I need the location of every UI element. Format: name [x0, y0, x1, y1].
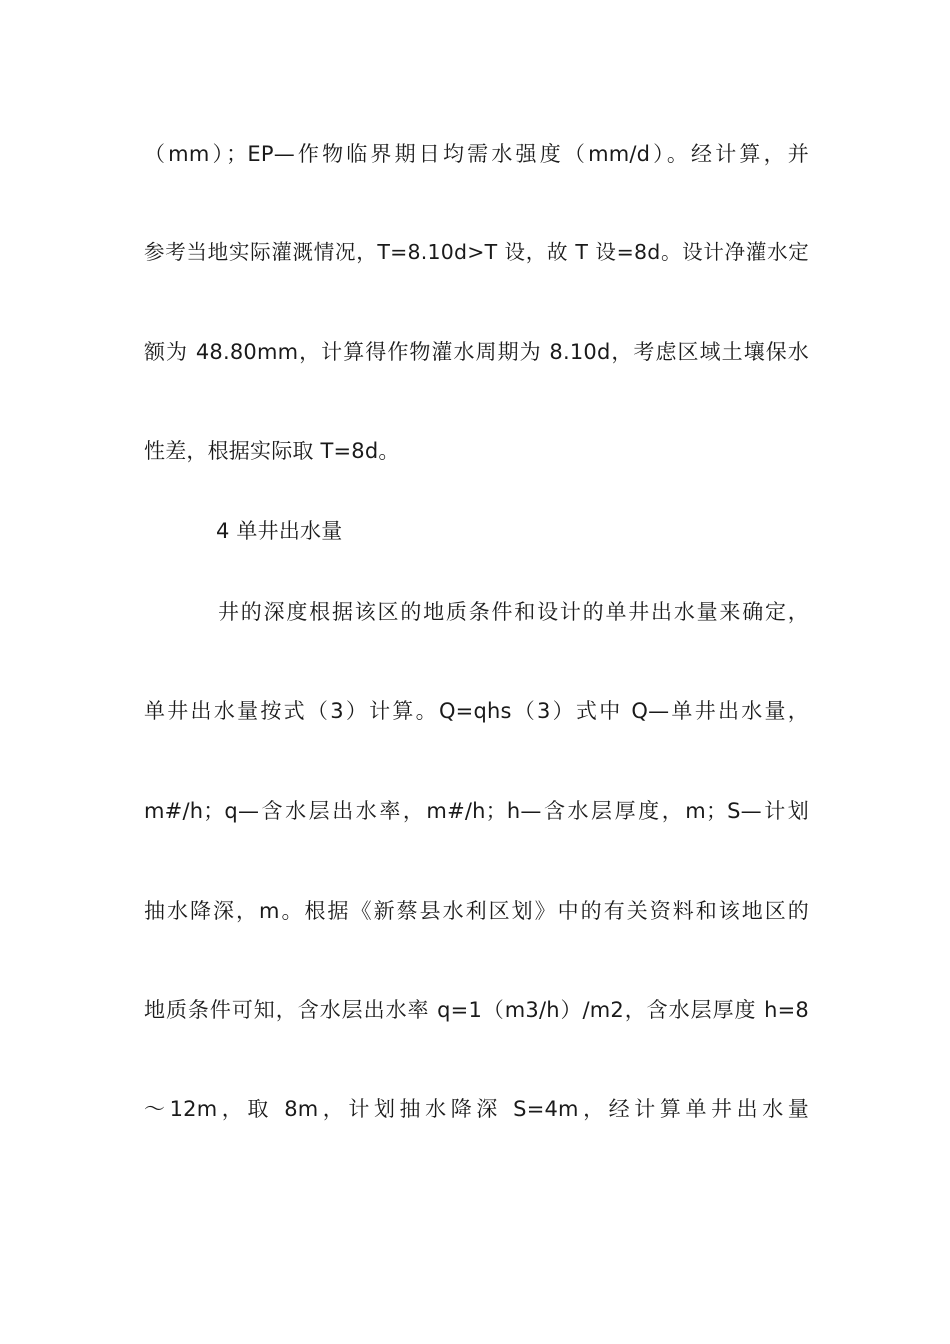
section-heading: 4 单井出水量 — [216, 519, 343, 543]
paragraph-line: m#/h；q—含水层出水率，m#/h；h—含水层厚度，m；S—计划 — [144, 799, 809, 823]
paragraph-line: 额为 48.80mm，计算得作物灌水周期为 8.10d，考虑区域土壤保水 — [144, 340, 809, 364]
paragraph-line: 参考当地实际灌溉情况，T=8.10d>T 设，故 T 设=8d。设计净灌水定 — [144, 240, 809, 264]
paragraph-line: 井的深度根据该区的地质条件和设计的单井出水量来确定， — [218, 600, 809, 624]
paragraph-line: ～12m，取 8m，计划抽水降深 S=4m，经计算单井出水量 — [144, 1097, 809, 1121]
paragraph-line: （mm）；EP—作物临界期日均需水强度（mm/d）。经计算，并 — [144, 142, 809, 166]
paragraph-line: 地质条件可知，含水层出水率 q=1（m3/h）/m2，含水层厚度 h=8 — [144, 998, 809, 1022]
paragraph-line: 单井出水量按式（3）计算。Q=qhs（3）式中 Q—单井出水量， — [144, 699, 809, 723]
paragraph-line: 抽水降深，m。根据《新蔡县水利区划》中的有关资料和该地区的 — [144, 899, 809, 923]
paragraph-line: 性差，根据实际取 T=8d。 — [144, 439, 400, 463]
